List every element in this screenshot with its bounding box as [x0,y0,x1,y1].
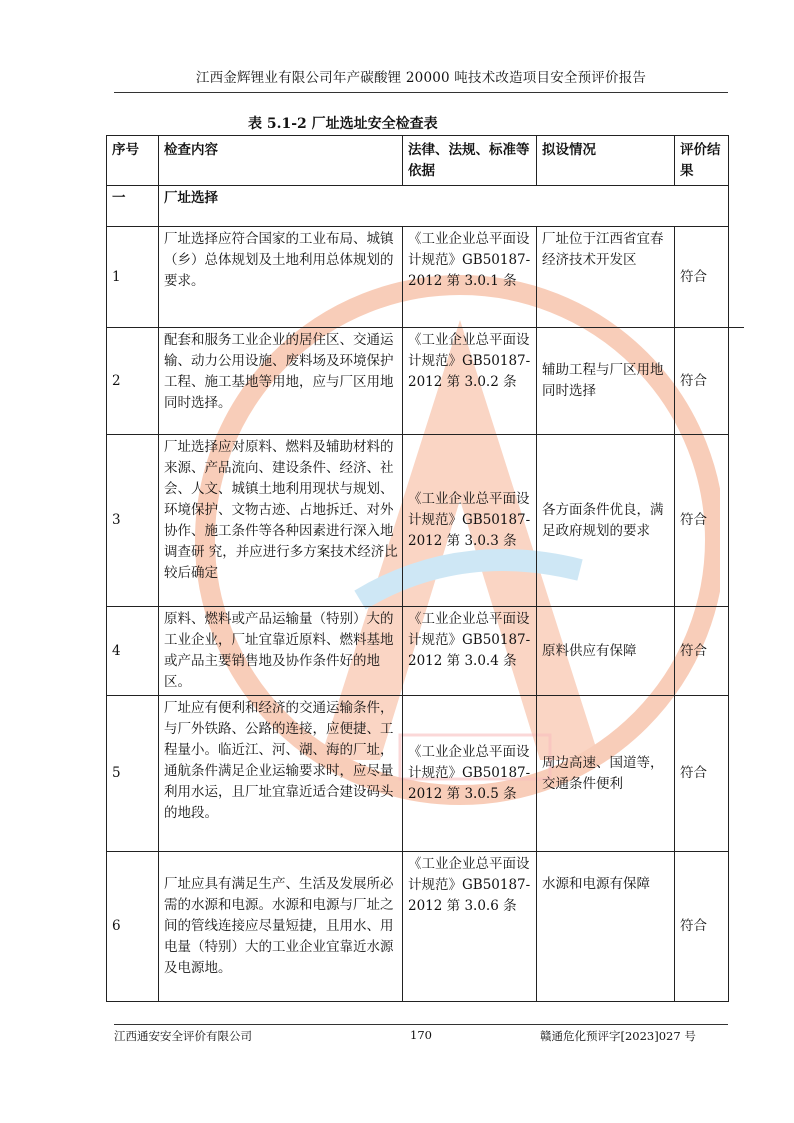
row-basis: 《工业企业总平面设计规范》GB50187-2012 第 3.0.6 条 [403,852,537,1002]
row-result: 符合 [675,852,729,1002]
row-number: 6 [107,852,159,1002]
footer-company: 江西通安安全评价有限公司 [114,1029,252,1043]
row-status: 水源和电源有保障 [537,852,675,1002]
row-content: 厂址应有便利和经济的交通运输条件，与厂外铁路、公路的连接，应便捷、工程量小。临近江、河、湖、海的厂址，通航条件满足企业运输要求时，应尽量利用水运，且厂址宜靠近适合建设码头的地段。 [159,696,403,852]
table-edge-mark [728,327,744,328]
site-selection-checklist-table [106,135,729,1002]
row-result: 符合 [675,607,729,696]
section-row [107,186,729,227]
row-content: 配套和服务工业企业的居住区、交通运输、动力公用设施、废料场及环境保护工程、施工基地等用地，应与厂区用地同时选择。 [159,328,403,435]
section-title: 厂址选择 [159,186,729,227]
row-status: 各方面条件优良，满足政府规划的要求 [537,435,675,607]
row-result: 符合 [675,435,729,607]
table-row [107,435,729,607]
row-number: 5 [107,696,159,852]
row-status: 辅助工程与厂区用地同时选择 [537,328,675,435]
col-header-basis: 法律、法规、标准等依据 [403,136,537,186]
footer-rule [114,1024,728,1025]
table-title: 表 5.1-2 厂址选址安全检查表 [248,116,438,132]
page-header: 江西金辉锂业有限公司年产碳酸锂 20000 吨技术改造项目安全预评价报告 [195,70,647,86]
row-content: 厂址选择应符合国家的工业布局、城镇（乡）总体规划及土地利用总体规划的要求。 [159,227,403,328]
col-header-result: 评价结果 [675,136,729,186]
footer-page-number: 170 [410,1028,432,1042]
col-header-status: 拟设情况 [537,136,675,186]
table-row [107,852,729,1002]
row-basis: 《工业企业总平面设计规范》GB50187-2012 第 3.0.1 条 [403,227,537,328]
section-number: 一 [107,186,159,227]
row-basis: 《工业企业总平面设计规范》GB50187-2012 第 3.0.2 条 [403,328,537,435]
row-status: 厂址位于江西省宜春经济技术开发区 [537,227,675,328]
table-row [107,328,729,435]
row-result: 符合 [675,696,729,852]
row-content: 厂址选择应对原料、燃料及辅助材料的来源、产品流向、建设条件、经济、社会、人文、城镇土地利用现状与规划、 环境保护、文物古迹、占地拆迁、对外协作、施工条件等各种因素进行深入地调查研 究，并应进行多方案技术经济比较后确定 [159,435,403,607]
table-row [107,696,729,852]
table-header-row [107,136,729,186]
row-number: 3 [107,435,159,607]
row-basis: 《工业企业总平面设计规范》GB50187-2012 第 3.0.4 条 [403,607,537,696]
row-result: 符合 [675,328,729,435]
col-header-num: 序号 [107,136,159,186]
row-result: 符合 [675,227,729,328]
row-number: 1 [107,227,159,328]
row-status: 周边高速、国道等，交通条件便利 [537,696,675,852]
row-number: 2 [107,328,159,435]
row-status: 原料供应有保障 [537,607,675,696]
row-basis: 《工业企业总平面设计规范》GB50187-2012 第 3.0.3 条 [403,435,537,607]
row-content: 原料、燃料或产品运输量（特别）大的工业企业，厂址宜靠近原料、燃料基地或产品主要销售地及协作条件好的地区。 [159,607,403,696]
header-rule [114,92,728,93]
row-content: 厂址应具有满足生产、生活及发展所必需的水源和电源。水源和电源与厂址之间的管线连接应尽量短捷，且用水、用电量（特别）大的工业企业宜靠近水源 及电源地。 [159,852,403,1002]
table-row [107,607,729,696]
row-basis: 《工业企业总平面设计规范》GB50187-2012 第 3.0.5 条 [403,696,537,852]
footer-doc-number: 赣通危化预评字[2023]027 号 [540,1029,696,1043]
table-row [107,227,729,328]
row-number: 4 [107,607,159,696]
col-header-content: 检查内容 [159,136,403,186]
